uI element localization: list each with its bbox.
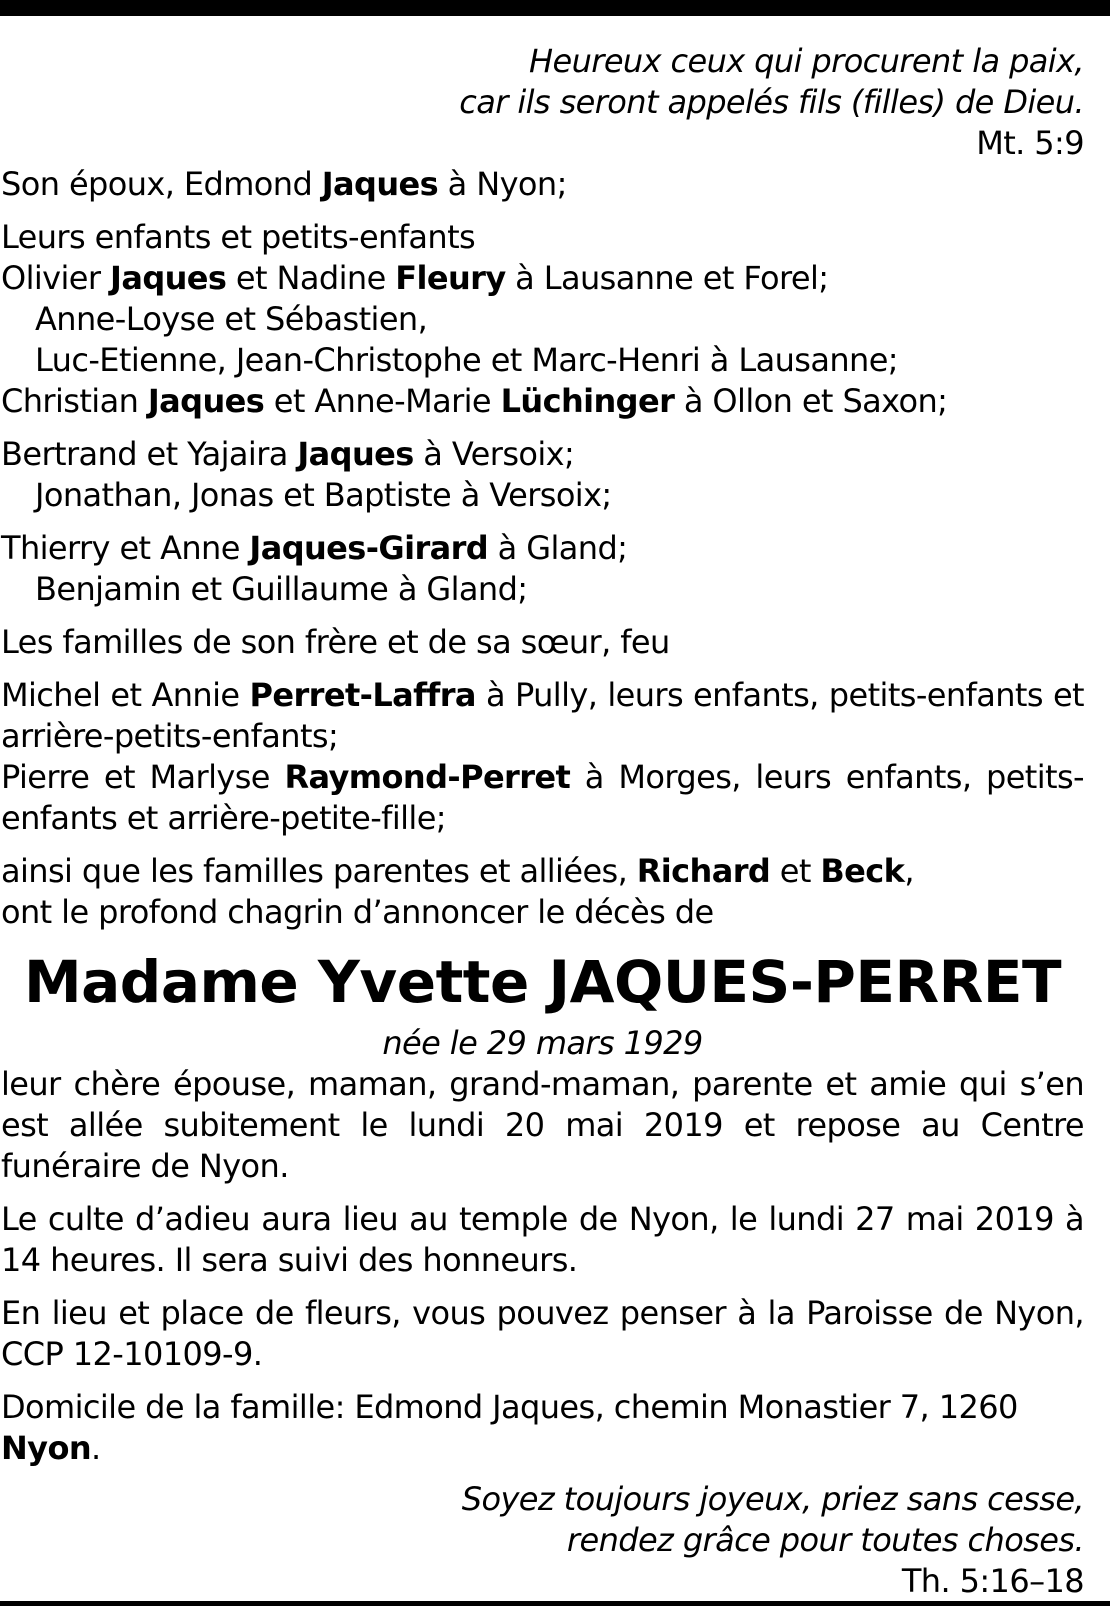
pierre-surname: Raymond-Perret — [284, 758, 571, 796]
spouse-text: Son époux, Edmond — [1, 165, 322, 203]
thierry-surname: Jaques-Girard — [249, 529, 489, 567]
richard-surname: Richard — [636, 852, 771, 890]
relatives-text: ainsi que les familles parentes et alliées, — [1, 852, 637, 890]
bertrand-line — [1, 434, 1084, 475]
flowers-paragraph: En lieu et place de fleurs, vous pouvez penser à la Paroisse de Nyon, CCP 12-10109-9. — [1, 1294, 1084, 1373]
bertrand-text: Bertrand et Yajaira — [1, 435, 298, 473]
bottom-rule — [0, 1601, 1110, 1606]
michel-surname: Perret-Laffra — [249, 676, 476, 714]
olivier-grandchildren-2: Luc-Etienne, Jean-Christophe et Marc-Henri à Lausanne; — [35, 341, 898, 379]
children-heading: Leurs enfants et petits-enfants — [1, 218, 476, 256]
olivier-text: Olivier — [1, 259, 111, 297]
michel-place: à Pully, leurs enfants, petits-enfants et arrière-petits-enfants; — [1, 676, 1084, 755]
olivier-grandchildren-1: Anne-Loyse et Sébastien, — [35, 300, 428, 338]
bertrand-grandchildren: Jonathan, Jonas et Baptiste à Versoix; — [35, 476, 612, 514]
pierre-place: à Morges, leurs enfants, petits-enfants et arrière-petite-fille; — [1, 758, 1085, 837]
relatives-comma: , — [904, 852, 914, 890]
death-paragraph: leur chère épouse, maman, grand-maman, parente et amie qui s’en est allée subitement le lundi 20 mai 2019 et repose au Centre funéraire de Nyon. — [1, 1065, 1084, 1185]
pierre-text: Pierre et Marlyse — [1, 758, 285, 796]
christian-text: Christian — [1, 382, 148, 420]
christian-line — [1, 381, 1084, 422]
thierry-text: Thierry et Anne — [1, 529, 250, 567]
birth-date: née le 29 mars 1929 — [382, 1024, 703, 1062]
olivier-line — [1, 258, 1084, 299]
siblings-heading: Les familles de son frère et de sa sœur, feu — [1, 623, 670, 661]
closing-quote-line-2: rendez grâce pour toutes choses. — [566, 1521, 1084, 1559]
pierre-line — [1, 757, 1084, 839]
closing-quote-line-1: Soyez toujours joyeux, priez sans cesse, — [461, 1480, 1084, 1518]
domicile-town: Nyon — [1, 1429, 92, 1467]
announcement-line: ont le profond chagrin d’annoncer le décès de — [1, 893, 714, 931]
thierry-grandchildren: Benjamin et Guillaume à Gland; — [35, 570, 528, 608]
spouse-line — [1, 164, 1084, 205]
deceased-name: Madame Yvette JAQUES-PERRET — [23, 948, 1062, 1016]
bertrand-surname: Jaques — [297, 435, 414, 473]
nadine-surname: Fleury — [395, 259, 506, 297]
domicile-line — [1, 1387, 1084, 1469]
closing-quote — [1, 1479, 1084, 1602]
christian-surname: Jaques — [147, 382, 265, 420]
michel-line — [1, 675, 1084, 757]
top-rule — [0, 0, 1110, 16]
domicile-text: Domicile de la famille: Edmond Jaques, chemin Monastier 7, 1260 — [1, 1388, 1018, 1426]
michel-text: Michel et Annie — [1, 676, 250, 714]
opening-quote-reference: Mt. 5:9 — [976, 124, 1084, 162]
bertrand-place: à Versoix; — [413, 435, 575, 473]
obituary-notice — [0, 41, 1110, 1602]
domicile-period: . — [91, 1429, 101, 1467]
service-paragraph: Le culte d’adieu aura lieu au temple de Nyon, le lundi 27 mai 2019 à 14 heures. Il sera suivi des honneurs. — [1, 1200, 1084, 1279]
olivier-place: à Lausanne et Forel; — [505, 259, 829, 297]
thierry-line — [1, 528, 1084, 569]
relatives-line — [1, 851, 1084, 892]
opening-quote-line-2: car ils seront appelés fils (filles) de Dieu. — [459, 83, 1084, 121]
spouse-surname: Jaques — [321, 165, 439, 203]
anne-marie-surname: Lüchinger — [500, 382, 675, 420]
opening-quote — [1, 41, 1084, 164]
closing-quote-reference: Th. 5:16–18 — [901, 1562, 1084, 1600]
thierry-place: à Gland; — [488, 529, 628, 567]
christian-place: à Ollon et Saxon; — [674, 382, 948, 420]
beck-surname: Beck — [820, 852, 905, 890]
spouse-place: à Nyon; — [438, 165, 567, 203]
opening-quote-line-1: Heureux ceux qui procurent la paix, — [529, 42, 1084, 80]
olivier-surname: Jaques — [110, 259, 227, 297]
christian-text-2: et Anne-Marie — [264, 382, 501, 420]
relatives-and: et — [770, 852, 821, 890]
olivier-text-2: et Nadine — [226, 259, 396, 297]
